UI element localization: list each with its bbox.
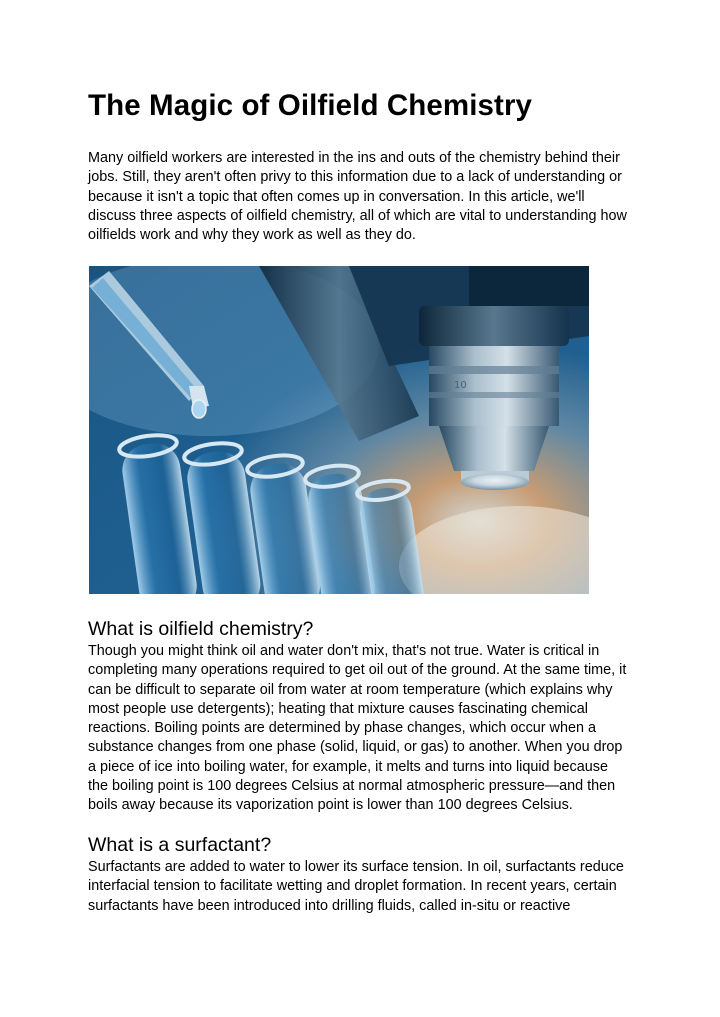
intro-line: because it isn't a topic that often comes up in conversation. In this article, we'll — [88, 188, 585, 205]
section-line: boils away because its vaporization point is lower than 100 degrees Celsius. — [88, 797, 573, 814]
section-surfactant — [88, 832, 636, 916]
section-line: the boiling point is 100 degrees Celsius at normal atmospheric pressure—and then — [88, 778, 616, 795]
section-heading: What is oilfield chemistry? — [88, 618, 314, 640]
section-line: completing many operations required to get oil out of the ground. At the same time, it — [88, 662, 627, 679]
section-line: Though you might think oil and water don't mix, that's not true. Water is critical in — [88, 643, 600, 659]
intro-line: jobs. Still, they aren't often privy to this information due to a lack of understanding or — [88, 169, 622, 186]
intro-line: discuss three aspects of oilfield chemistry, all of which are vital to understanding how — [88, 207, 627, 224]
intro-paragraph — [88, 149, 636, 245]
intro-line: oilfields work and why they work as well as they do. — [88, 227, 416, 244]
section-line: can be difficult to separate oil from water at room temperature (which explains why — [88, 681, 613, 698]
svg-text:10: 10 — [454, 380, 467, 391]
section-line: Surfactants are added to water to lower its surface tension. In oil, surfactants reduce — [88, 859, 624, 875]
section-oilfield-chemistry — [88, 616, 636, 816]
section-line: a piece of ice into boiling water, for example, it melts and turns into liquid because — [88, 758, 608, 775]
section-heading: What is a surfactant? — [88, 834, 272, 856]
section-line: interfacial tension to facilitate wetting and droplet formation. In recent years, certain — [88, 878, 617, 895]
section-line: surfactants have been introduced into drilling fluids, called in-situ or reactive — [88, 897, 571, 914]
page-title: The Magic of Oilfield Chemistry — [88, 89, 533, 122]
section-paragraph — [88, 642, 636, 816]
section-paragraph — [88, 858, 636, 916]
section-line: reactions. Boiling points are determined by phase changes, which occur when a — [88, 720, 596, 737]
section-line: substance changes from one phase (solid, liquid, or gas) to another. When you drop — [88, 739, 623, 756]
hero-image-lab-equipment — [89, 266, 589, 594]
section-line: most people use detergents); heating that mixture causes fascinating chemical — [88, 700, 588, 717]
laboratory-photo-icon — [89, 266, 589, 594]
intro-line: Many oilfield workers are interested in the ins and outs of the chemistry behind their — [88, 150, 620, 166]
